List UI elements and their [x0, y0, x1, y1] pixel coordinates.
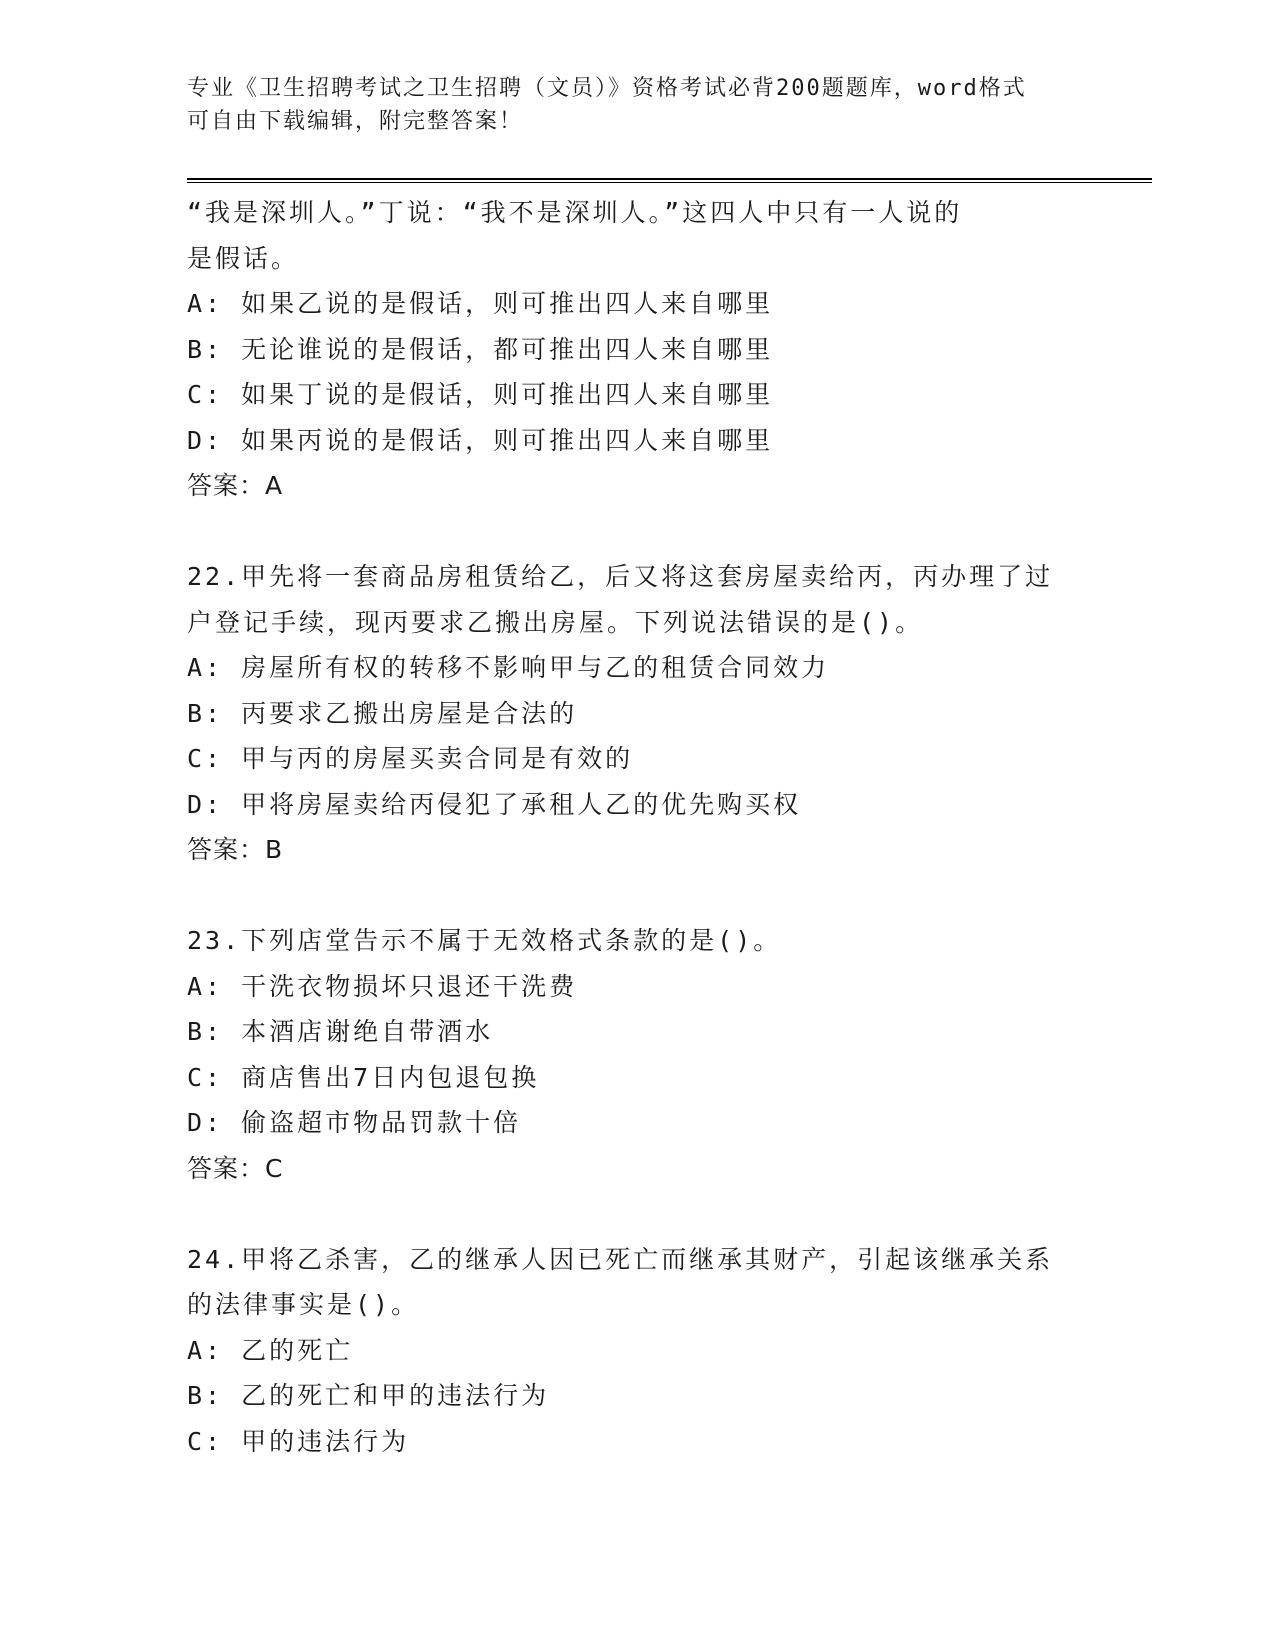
question-list: [187, 190, 1087, 1464]
option-c: C: 商店售出7日内包退包换: [187, 1062, 540, 1092]
question-spacer: [187, 509, 1087, 555]
option-c: C: 甲与丙的房屋买卖合同是有效的: [187, 744, 634, 773]
option-c: C: 甲的违法行为: [187, 1426, 410, 1456]
question-22: [187, 554, 1087, 873]
answer-line: 答案：C: [187, 1153, 284, 1183]
question-stem-line: “我是深圳人。”丁说：“我不是深圳人。”这四人中只有一人说的: [187, 198, 963, 227]
question-spacer: [187, 873, 1087, 919]
option-a: A: 房屋所有权的转移不影响甲与乙的租赁合同效力: [187, 653, 830, 682]
document-header: [187, 72, 1087, 138]
option-a: A: 干洗衣物损坏只退还干洗费: [187, 971, 578, 1001]
option-d: D: 甲将房屋卖给丙侵犯了承租人乙的优先购买权: [187, 789, 802, 819]
option-d: D: 偷盗超市物品罚款十倍: [187, 1108, 522, 1137]
option-c: C: 如果丁说的是假话，则可推出四人来自哪里: [187, 380, 774, 409]
header-line-2: 可自由下载编辑，附完整答案！: [187, 109, 524, 134]
option-a: A: 如果乙说的是假话，则可推出四人来自哪里: [187, 289, 774, 318]
question-23: [187, 918, 1087, 1191]
question-stem-line: 23.下列店堂告示不属于无效格式条款的是()。: [187, 926, 782, 955]
option-b: B: 乙的死亡和甲的违法行为: [187, 1381, 550, 1410]
header-divider-thin: [187, 182, 1152, 183]
question-continued: [187, 190, 1087, 509]
option-b: B: 本酒店谢绝自带酒水: [187, 1017, 494, 1046]
question-stem-line: 是假话。: [187, 243, 300, 273]
question-spacer: [187, 1191, 1087, 1237]
option-b: B: 丙要求乙搬出房屋是合法的: [187, 698, 578, 728]
question-stem-line: 的法律事实是()。: [187, 1290, 420, 1319]
header-line-1: 专业《卫生招聘考试之卫生招聘（文员）》资格考试必背200题题库，word格式: [187, 76, 1027, 101]
option-b: B: 无论谁说的是假话，都可推出四人来自哪里: [187, 334, 774, 364]
answer-line: 答案：A: [187, 471, 284, 500]
option-d: D: 如果丙说的是假话，则可推出四人来自哪里: [187, 425, 774, 455]
question-stem-line: 22.甲先将一套商品房租赁给乙，后又将这套房屋卖给丙，丙办理了过: [187, 562, 1054, 591]
question-stem-line: 24.甲将乙杀害，乙的继承人因已死亡而继承其财产，引起该继承关系: [187, 1244, 1054, 1274]
answer-line: 答案：B: [187, 835, 284, 864]
option-a: A: 乙的死亡: [187, 1335, 354, 1365]
header-divider-thick: [187, 178, 1152, 180]
question-stem-line: 户登记手续，现丙要求乙搬出房屋。下列说法错误的是()。: [187, 607, 924, 637]
question-24: [187, 1237, 1087, 1465]
